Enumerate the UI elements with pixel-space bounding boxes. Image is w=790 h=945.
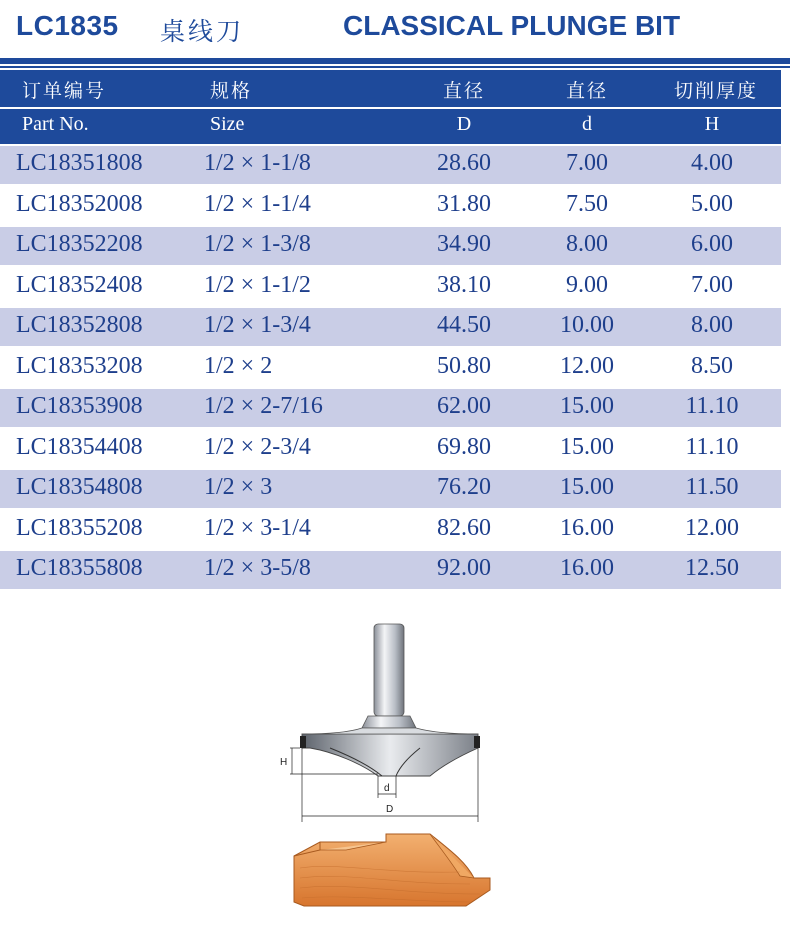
col-header-size-cn: 规格: [210, 80, 253, 102]
cell-size: 1/2 × 1-3/4: [204, 312, 311, 338]
cell-part-no: LC18352408: [16, 272, 143, 298]
cell-D: 62.00: [437, 393, 491, 419]
cell-d: 9.00: [566, 272, 608, 298]
cell-H: 6.00: [691, 231, 733, 257]
col-header-D-cn: 直径: [442, 80, 485, 102]
cell-size: 1/2 × 2-7/16: [204, 393, 323, 419]
table-row: [0, 308, 781, 346]
cell-d: 16.00: [560, 515, 614, 541]
table-row: [0, 349, 781, 387]
product-name-en: CLASSICAL PLUNGE BIT: [343, 10, 681, 41]
cell-D: 44.50: [437, 312, 491, 338]
table-row: [0, 470, 781, 508]
cell-H: 12.50: [685, 555, 739, 581]
col-header-part-en: Part No.: [22, 113, 89, 135]
cell-part-no: LC18354408: [16, 434, 143, 460]
table-header-divider: [0, 107, 781, 109]
cell-size: 1/2 × 1-1/4: [204, 191, 311, 217]
table-row: [0, 227, 781, 265]
cutter-body: [302, 734, 478, 776]
cell-H: 8.00: [691, 312, 733, 338]
cell-d: 15.00: [560, 393, 614, 419]
cell-D: 34.90: [437, 231, 491, 257]
cell-D: 50.80: [437, 353, 491, 379]
table-row: [0, 511, 781, 549]
col-header-D-en: D: [456, 113, 472, 135]
cell-part-no: LC18352208: [16, 231, 143, 257]
cell-size: 1/2 × 1-3/8: [204, 231, 311, 257]
table-row: [0, 551, 781, 589]
table-row: [0, 430, 781, 468]
table-row: [0, 187, 781, 225]
title-rule-thin: [0, 66, 790, 68]
col-header-H-cn: 切削厚度: [674, 80, 759, 102]
cell-D: 69.80: [437, 434, 491, 460]
cell-size: 1/2 × 2: [204, 353, 273, 379]
wood-profile-illustration: [290, 832, 500, 914]
cell-part-no: LC18352808: [16, 312, 143, 338]
cell-size: 1/2 × 2-3/4: [204, 434, 311, 460]
cell-part-no: LC18351808: [16, 150, 143, 176]
title-bar: [0, 0, 790, 54]
cell-D: 82.60: [437, 515, 491, 541]
product-code: LC1835: [16, 10, 119, 41]
cell-d: 12.00: [560, 353, 614, 379]
table-row: [0, 268, 781, 306]
router-bit-diagram: [270, 616, 500, 831]
col-header-size-en: Size: [210, 113, 245, 135]
dim-label-H: H: [280, 757, 288, 768]
cell-part-no: LC18353908: [16, 393, 143, 419]
cell-H: 4.00: [691, 150, 733, 176]
cell-size: 1/2 × 1-1/8: [204, 150, 311, 176]
col-header-H-en: H: [704, 113, 720, 135]
cell-H: 5.00: [691, 191, 733, 217]
cell-H: 11.50: [685, 474, 739, 500]
cell-d: 7.00: [566, 150, 608, 176]
product-name-cn: 桌线刀: [160, 17, 245, 46]
cell-d: 16.00: [560, 555, 614, 581]
cell-part-no: LC18355808: [16, 555, 143, 581]
cell-d: 15.00: [560, 434, 614, 460]
cell-size: 1/2 × 3: [204, 474, 273, 500]
cell-D: 28.60: [437, 150, 491, 176]
cell-D: 92.00: [437, 555, 491, 581]
table-row: [0, 389, 781, 427]
col-header-d-cn: 直径: [565, 80, 608, 102]
cell-D: 38.10: [437, 272, 491, 298]
cell-H: 11.10: [685, 434, 739, 460]
cell-d: 7.50: [566, 191, 608, 217]
cell-D: 31.80: [437, 191, 491, 217]
cell-size: 1/2 × 3-5/8: [204, 555, 311, 581]
cell-H: 12.00: [685, 515, 739, 541]
shank: [374, 624, 404, 716]
cell-H: 7.00: [691, 272, 733, 298]
cell-part-no: LC18353208: [16, 353, 143, 379]
col-header-part-cn: 订单编号: [22, 80, 107, 102]
cell-part-no: LC18352008: [16, 191, 143, 217]
dim-label-d: d: [384, 783, 390, 794]
cell-d: 15.00: [560, 474, 614, 500]
cell-d: 8.00: [566, 231, 608, 257]
dim-label-D: D: [386, 804, 394, 815]
cell-part-no: LC18355208: [16, 515, 143, 541]
cell-H: 11.10: [685, 393, 739, 419]
col-header-d-en: d: [582, 113, 592, 135]
cell-part-no: LC18354808: [16, 474, 143, 500]
cell-H: 8.50: [691, 353, 733, 379]
cell-D: 76.20: [437, 474, 491, 500]
title-rule: [0, 58, 790, 64]
table-row: [0, 146, 781, 184]
cell-d: 10.00: [560, 312, 614, 338]
collar: [362, 716, 416, 728]
cell-size: 1/2 × 3-1/4: [204, 515, 311, 541]
cell-size: 1/2 × 1-1/2: [204, 272, 311, 298]
